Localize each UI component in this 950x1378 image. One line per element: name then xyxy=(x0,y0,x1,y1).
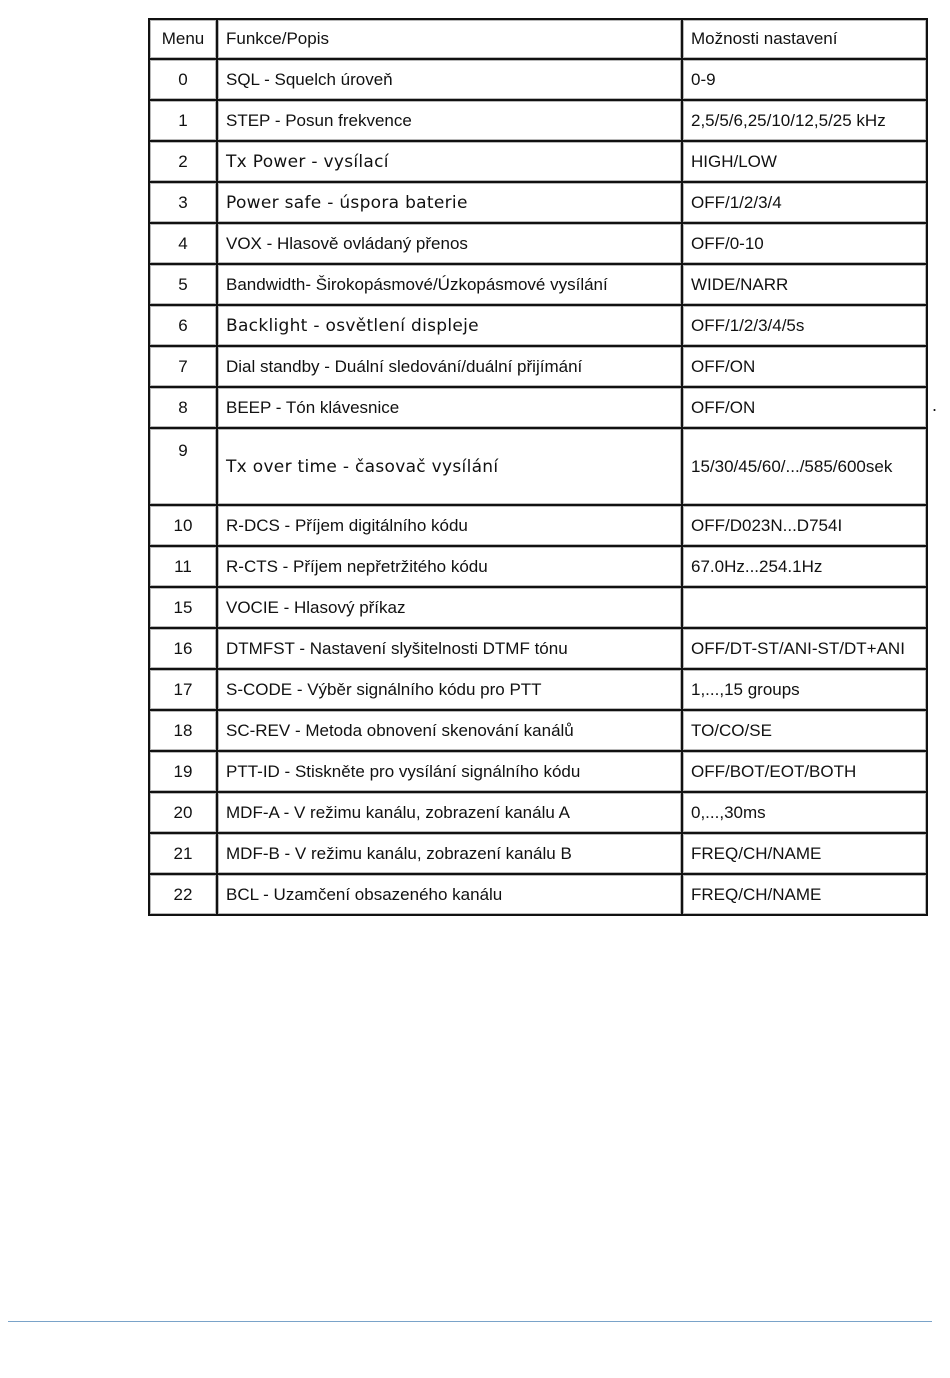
menu-number: 15 xyxy=(149,587,217,628)
function-description: Power safe - úspora baterie xyxy=(217,182,682,223)
setting-options: 67.0Hz...254.1Hz xyxy=(682,546,927,587)
function-description: BEEP - Tón klávesnice xyxy=(217,387,682,428)
menu-number: 21 xyxy=(149,833,217,874)
function-description: MDF-B - V režimu kanálu, zobrazení kanálu B xyxy=(217,833,682,874)
table-row xyxy=(149,587,927,628)
setting-options: OFF/DT-ST/ANI-ST/DT+ANI xyxy=(682,628,927,669)
table-row xyxy=(149,710,927,751)
footer-divider xyxy=(8,1321,932,1322)
menu-number: 11 xyxy=(149,546,217,587)
function-description: S-CODE - Výběr signálního kódu pro PTT xyxy=(217,669,682,710)
table-row xyxy=(149,100,927,141)
table-row xyxy=(149,182,927,223)
menu-number: 0 xyxy=(149,59,217,100)
table-row xyxy=(149,264,927,305)
setting-options: WIDE/NARR xyxy=(682,264,927,305)
header-options: Možnosti nastavení xyxy=(682,19,927,59)
stray-dot-mark: . xyxy=(932,395,938,415)
menu-number: 9 xyxy=(149,428,217,505)
table-row xyxy=(149,346,927,387)
header-menu: Menu xyxy=(149,19,217,59)
menu-number: 17 xyxy=(149,669,217,710)
table-row xyxy=(149,505,927,546)
setting-options: OFF/0-10 xyxy=(682,223,927,264)
table-row xyxy=(149,387,927,428)
menu-number: 19 xyxy=(149,751,217,792)
function-description: STEP - Posun frekvence xyxy=(217,100,682,141)
table-row xyxy=(149,141,927,182)
table-row xyxy=(149,546,927,587)
menu-number: 7 xyxy=(149,346,217,387)
setting-options: OFF/1/2/3/4/5s xyxy=(682,305,927,346)
table-header-row xyxy=(149,19,927,59)
function-description: Backlight - osvětlení displeje xyxy=(217,305,682,346)
function-description: SQL - Squelch úroveň xyxy=(217,59,682,100)
function-description: SC-REV - Metoda obnovení skenování kanálů xyxy=(217,710,682,751)
function-description: Tx Power - vysílací xyxy=(217,141,682,182)
setting-options: OFF/ON xyxy=(682,346,927,387)
setting-options: FREQ/CH/NAME xyxy=(682,874,927,915)
setting-options: 0-9 xyxy=(682,59,927,100)
setting-options: OFF/D023N...D754I xyxy=(682,505,927,546)
function-description: VOCIE - Hlasový příkaz xyxy=(217,587,682,628)
table-row xyxy=(149,305,927,346)
header-function: Funkce/Popis xyxy=(217,19,682,59)
function-description: Dial standby - Duální sledování/duální přijímání xyxy=(217,346,682,387)
function-description: R-DCS - Příjem digitálního kódu xyxy=(217,505,682,546)
function-description: R-CTS - Příjem nepřetržitého kódu xyxy=(217,546,682,587)
menu-number: 6 xyxy=(149,305,217,346)
menu-number: 22 xyxy=(149,874,217,915)
table-row xyxy=(149,751,927,792)
menu-number: 10 xyxy=(149,505,217,546)
table-row xyxy=(149,669,927,710)
menu-number: 2 xyxy=(149,141,217,182)
setting-options: OFF/1/2/3/4 xyxy=(682,182,927,223)
menu-number: 8 xyxy=(149,387,217,428)
table-row xyxy=(149,833,927,874)
menu-number: 1 xyxy=(149,100,217,141)
table-row xyxy=(149,792,927,833)
menu-number: 16 xyxy=(149,628,217,669)
table-row xyxy=(149,223,927,264)
setting-options: FREQ/CH/NAME xyxy=(682,833,927,874)
menu-number: 3 xyxy=(149,182,217,223)
function-description: PTT-ID - Stiskněte pro vysílání signálního kódu xyxy=(217,751,682,792)
menu-number: 18 xyxy=(149,710,217,751)
setting-options: TO/CO/SE xyxy=(682,710,927,751)
table-row xyxy=(149,628,927,669)
function-description: BCL - Uzamčení obsazeného kanálu xyxy=(217,874,682,915)
function-description: DTMFST - Nastavení slyšitelnosti DTMF tónu xyxy=(217,628,682,669)
setting-options: 2,5/5/6,25/10/12,5/25 kHz xyxy=(682,100,927,141)
function-description: MDF-A - V režimu kanálu, zobrazení kanálu A xyxy=(217,792,682,833)
menu-number: 5 xyxy=(149,264,217,305)
function-description: Tx over time - časovač vysílání xyxy=(217,428,682,505)
setting-options: OFF/BOT/EOT/BOTH xyxy=(682,751,927,792)
table-row xyxy=(149,428,927,505)
menu-number: 20 xyxy=(149,792,217,833)
setting-options: OFF/ON xyxy=(682,387,927,428)
setting-options: 1,...,15 groups xyxy=(682,669,927,710)
table-row xyxy=(149,874,927,915)
setting-options: HIGH/LOW xyxy=(682,141,927,182)
setting-options xyxy=(682,587,927,628)
setting-options: 0,...,30ms xyxy=(682,792,927,833)
function-description: Bandwidth- Širokopásmové/Úzkopásmové vysílání xyxy=(217,264,682,305)
menu-settings-table xyxy=(148,18,928,916)
table-row xyxy=(149,59,927,100)
function-description: VOX - Hlasově ovládaný přenos xyxy=(217,223,682,264)
menu-number: 4 xyxy=(149,223,217,264)
setting-options: 15/30/45/60/.../585/600sek xyxy=(682,428,927,505)
